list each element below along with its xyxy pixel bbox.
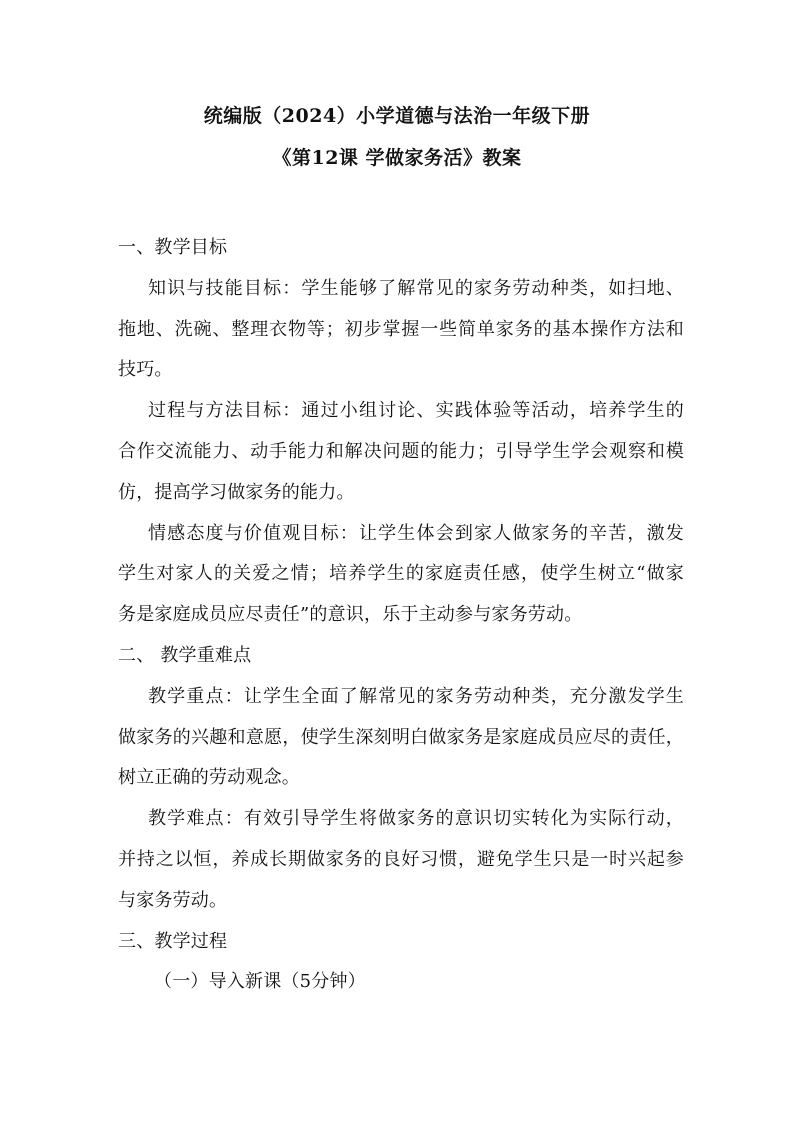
section-heading-objectives: 一、教学目标 [118, 237, 228, 258]
section-heading-process: 三、教学过程 [118, 930, 228, 952]
document-subtitle: 《第12课 学做家务活》教案 [272, 147, 522, 169]
document-body [118, 228, 684, 1003]
paragraph-line: 技巧。 [118, 359, 173, 381]
subsection-heading-intro: （一）导入新课（5分钟） [154, 971, 366, 993]
paragraph-line: 教学难点：有效引导学生将做家务的意识切实转化为实际行动， [148, 808, 684, 830]
paragraph-line: 过程与方法目标：通过小组讨论、实践体验等活动，培养学生的 [148, 400, 684, 422]
section-heading-key-points: 二、 教学重难点 [118, 644, 252, 666]
paragraph-line: 做家务的兴趣和意愿，使学生深刻明白做家务是家庭成员应尽的责任， [118, 726, 684, 748]
paragraph-line: 与家务劳动。 [118, 889, 228, 911]
paragraph-line: 仿，提高学习做家务的能力。 [118, 481, 355, 503]
paragraph-line: 树立正确的劳动观念。 [118, 767, 300, 789]
paragraph-line: 务是家庭成员应尽责任”的意识，乐于主动参与家务劳动。 [118, 604, 583, 626]
paragraph-line: 情感态度与价值观目标：让学生体会到家人做家务的辛苦，激发 [148, 522, 684, 544]
paragraph-line: 并持之以恒，养成长期做家务的良好习惯，避免学生只是一时兴起参 [118, 848, 684, 870]
paragraph-line: 知识与技能目标：学生能够了解常见的家务劳动种类，如扫地、 [148, 277, 684, 299]
paragraph-line: 教学重点：让学生全面了解常见的家务劳动种类，充分激发学生 [148, 685, 684, 707]
paragraph-line: 拖地、洗碗、整理衣物等；初步掌握一些简单家务的基本操作方法和 [118, 318, 684, 340]
document-title: 统编版（2024）小学道德与法治一年级下册 [203, 105, 591, 127]
paragraph-line: 合作交流能力、动手能力和解决问题的能力；引导学生学会观察和模 [118, 440, 684, 462]
paragraph-line: 学生对家人的关爱之情；培养学生的家庭责任感，使学生树立“做家 [118, 563, 684, 585]
